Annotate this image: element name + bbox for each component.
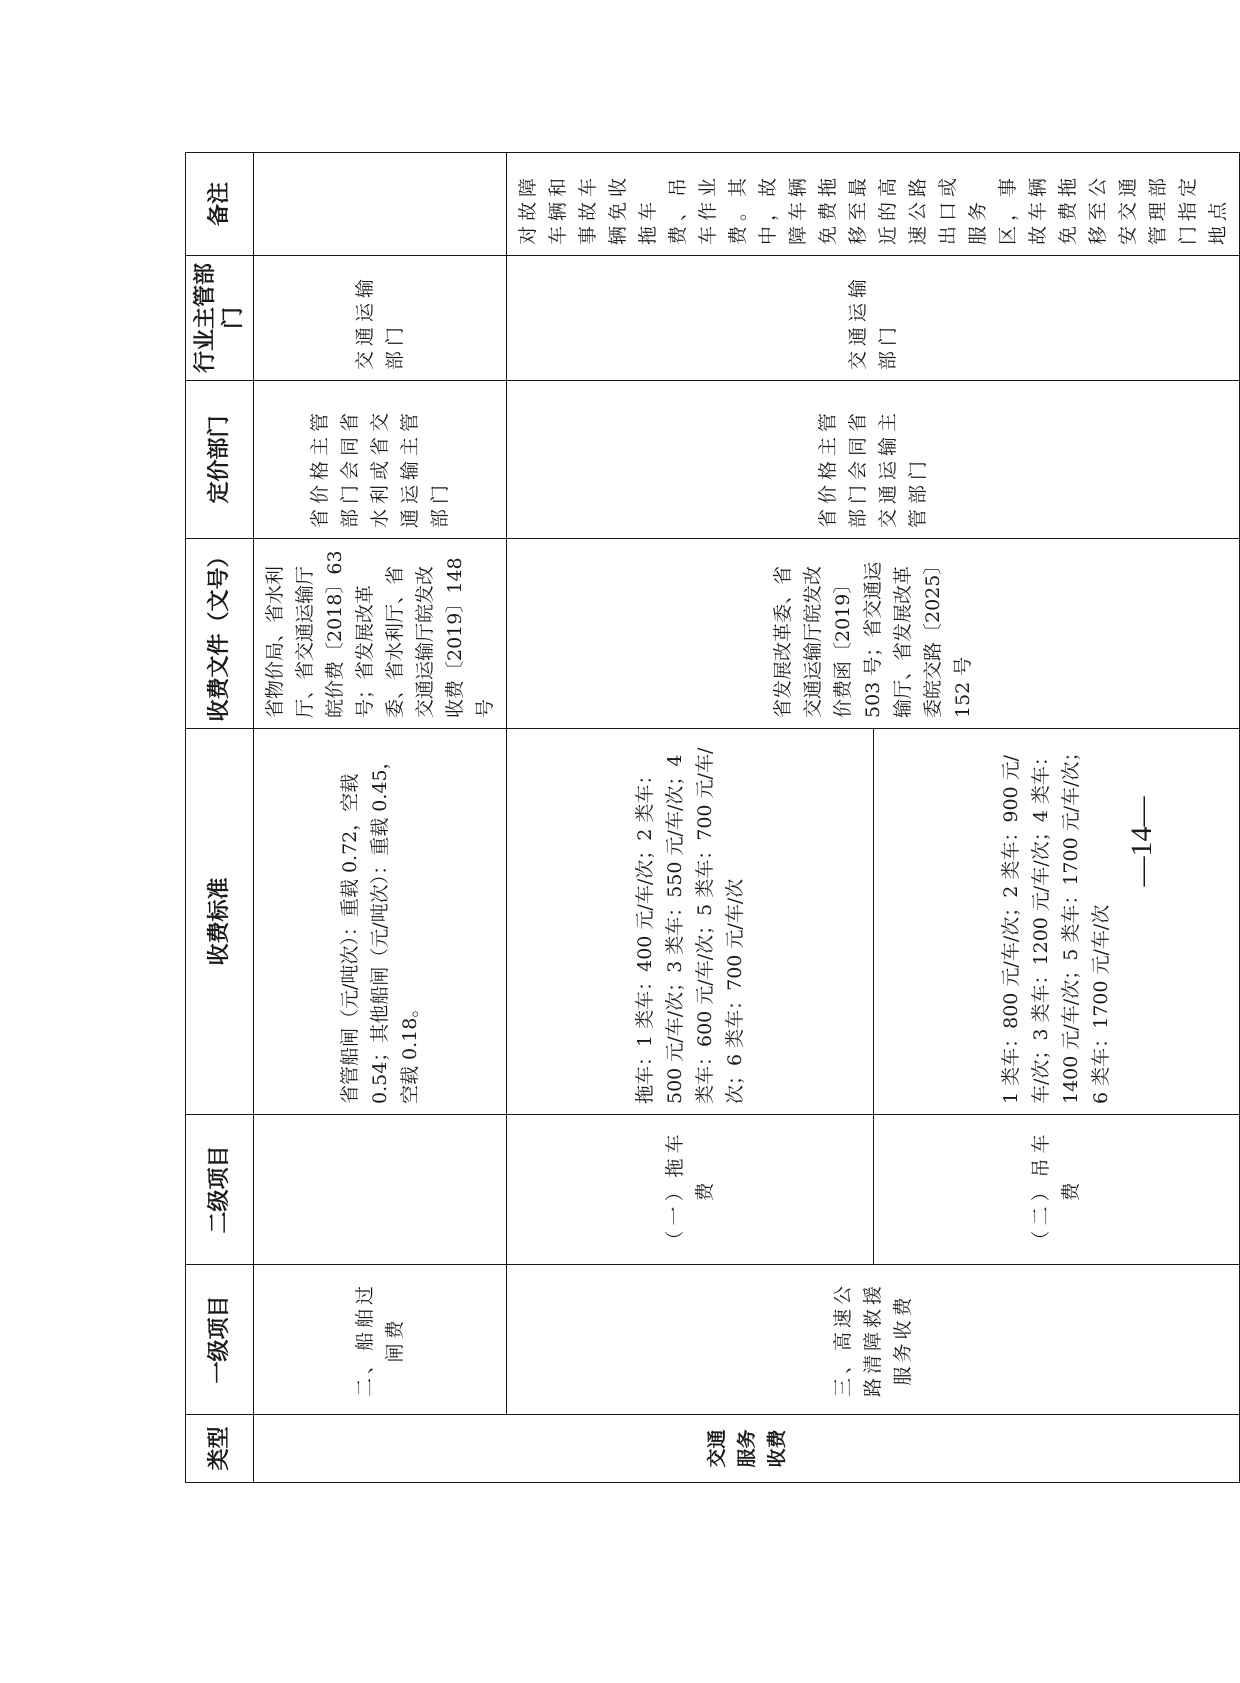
document-cell: 省发展改革委、省交通运输厅皖发改价费函〔2019〕503 号；省交通运输厅、省发展改革委皖交路〔2025〕152 号 <box>507 539 1240 729</box>
document-cell: 省物价局、省水利厅、省交通运输厅皖价费〔2018〕63 号；省发展改革委、省水利厅、省交通运输厅皖发改收费〔2019〕148 号 <box>254 539 507 729</box>
table-row <box>254 153 507 1483</box>
level1-cell: 二、船舶过闸费 <box>254 1265 507 1415</box>
standard-cell: 拖车：1 类车：400 元/车/次；2 类车：500 元/车/次；3 类车：550 元/车/次；4 类车：600 元/车/次；5 类车：700 元/车/次；6 类车：700 元/车/次 <box>507 729 874 1115</box>
header-row <box>186 153 254 1483</box>
header-industry-dept: 行业主管部门 <box>186 256 254 381</box>
header-standard: 收费标准 <box>186 729 254 1115</box>
header-remarks: 备注 <box>186 153 254 256</box>
level2-cell <box>254 1115 507 1265</box>
pricing-dept-cell: 省价格主管部门会同省交通运输主管部门 <box>507 381 1240 539</box>
industry-dept-cell: 交通运输部门 <box>507 256 1240 381</box>
industry-dept-cell: 交通运输部门 <box>254 256 507 381</box>
header-document: 收费文件（文号） <box>186 539 254 729</box>
standard-cell: 省管船闸（元/吨次）：重载 0.72，空载 0.54；其他船闸（元/吨次）：重载 0.45，空载 0.18。 <box>254 729 507 1115</box>
pricing-dept-cell: 省价格主管部门会同省水利或省交通运输主管部门 <box>254 381 507 539</box>
standard-cell: 1 类车：800 元/车/次；2 类车：900 元/车/次；3 类车：1200 元/车/次；4 类车：1400 元/车/次；5 类车：1700 元/车/次；6 类车：1700 元/车/次 <box>873 729 1240 1115</box>
level2-cell: （一）拖车费 <box>507 1115 874 1265</box>
fee-table <box>185 152 1240 1483</box>
header-type: 类型 <box>186 1415 254 1483</box>
remarks-cell: 对故障车辆和事故车辆免收拖车费、吊车作业费。其中，故障车辆免费拖移至最近的高速公路出口或服务区，事故车辆免费拖移至公安交通管理部门指定地点 <box>507 153 1240 256</box>
remarks-cell <box>254 153 507 256</box>
header-level2: 二级项目 <box>186 1115 254 1265</box>
header-pricing-dept: 定价部门 <box>186 381 254 539</box>
level1-cell: 三、高速公路清障救援服务收费 <box>507 1265 1240 1415</box>
level2-cell: （二）吊车费 <box>873 1115 1240 1265</box>
type-cell: 交通服务收费 <box>254 1415 1240 1483</box>
table-row <box>507 153 874 1483</box>
header-level1: 一级项目 <box>186 1265 254 1415</box>
page-number: —14— <box>1125 796 1158 887</box>
